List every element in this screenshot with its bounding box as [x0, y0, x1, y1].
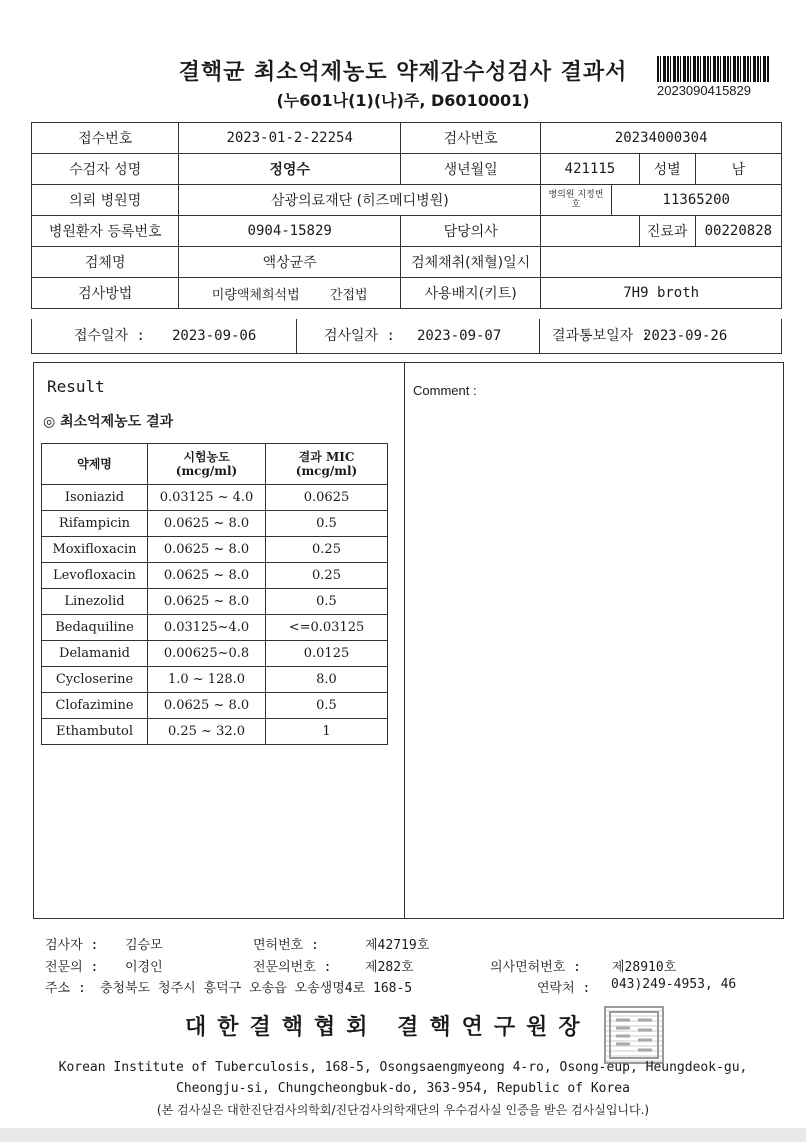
- hospital-name: 삼광의료재단 (히즈메디병원): [179, 185, 541, 216]
- mic-value: 0.25: [266, 563, 388, 589]
- method: [179, 278, 401, 309]
- reg-no-label: 병원환자 등록번호: [32, 216, 179, 247]
- result-heading: Result: [47, 377, 105, 396]
- hospital-code-label: 병의원 지정번호: [541, 185, 611, 216]
- hospital-label: 의뢰 병원명: [32, 185, 179, 216]
- col-drug: 약제명: [42, 444, 148, 485]
- report-date-label: 결과통보일자 :: [552, 328, 651, 344]
- table-row: [42, 537, 388, 563]
- dept: 00220828: [695, 216, 781, 247]
- test-range: 0.03125~4.0: [148, 615, 266, 641]
- doctor: [541, 216, 639, 247]
- table-row: [42, 615, 388, 641]
- table-row: [42, 641, 388, 667]
- specialist-label: 전문의 :: [45, 960, 99, 975]
- test-date-label: 검사일자 :: [324, 328, 395, 344]
- page-bottom-edge: [0, 1128, 806, 1142]
- address-label: 주소 :: [45, 981, 86, 996]
- test-no: 20234000304: [541, 123, 782, 154]
- test-range: 0.00625~0.8: [148, 641, 266, 667]
- table-row: [42, 693, 388, 719]
- report-date: 2023-09-26: [643, 328, 728, 344]
- document-title: 결핵균 최소억제농도 약제감수성검사 결과서: [178, 60, 628, 85]
- mic-value: 0.5: [266, 511, 388, 537]
- mic-value: 0.25: [266, 537, 388, 563]
- table-row: [42, 719, 388, 745]
- tester-label: 검사자 :: [45, 938, 99, 953]
- table-row: [32, 247, 782, 278]
- reg-no: 0904-15829: [179, 216, 401, 247]
- dob-label: 생년월일: [400, 154, 540, 185]
- patient-info-table: [31, 122, 782, 309]
- test-range: 0.0625 ~ 8.0: [148, 589, 266, 615]
- drug-name: Levofloxacin: [42, 563, 148, 589]
- drug-name: Ethambutol: [42, 719, 148, 745]
- mic-value: 0.5: [266, 589, 388, 615]
- dates-row: [31, 319, 782, 354]
- table-row: [42, 563, 388, 589]
- media-label: 사용배지(키트): [400, 278, 540, 309]
- mic-results-table: [41, 443, 388, 745]
- drug-name: Rifampicin: [42, 511, 148, 537]
- barcode-number: 2023090415829: [657, 83, 751, 98]
- mic-value: 0.5: [266, 693, 388, 719]
- drug-name: Cycloserine: [42, 667, 148, 693]
- mic-value: 1: [266, 719, 388, 745]
- receipt-date-label: 접수일자 :: [74, 328, 145, 344]
- test-no-label: 검사번호: [400, 123, 540, 154]
- drug-name: Clofazimine: [42, 693, 148, 719]
- license-no: 제42719호: [365, 938, 430, 953]
- mic-value: 0.0625: [266, 485, 388, 511]
- contact-label: 연락처 :: [537, 981, 591, 996]
- test-range: 0.25 ~ 32.0: [148, 719, 266, 745]
- drug-name: Linezolid: [42, 589, 148, 615]
- table-row: [42, 485, 388, 511]
- table-row: [42, 511, 388, 537]
- english-address-line-1: Korean Institute of Tuberculosis, 168-5, Osongsaengmyeong 4-ro, Osong-eup, Heungdeok-gu,: [58, 1060, 748, 1075]
- specialist-no: 제282호: [365, 960, 414, 975]
- test-date: 2023-09-07: [417, 328, 502, 344]
- result-subheading: ◎ 최소억제농도 결과: [43, 414, 174, 430]
- official-seal-image: [604, 1006, 664, 1064]
- sex: 남: [695, 154, 781, 185]
- test-range: 1.0 ~ 128.0: [148, 667, 266, 693]
- license-label: 면허번호 :: [253, 938, 319, 953]
- collect-label: 검체채취(채혈)일시: [400, 247, 540, 278]
- col-mic: 결과 MIC (mcg/ml): [266, 444, 388, 485]
- english-address-line-2: Cheongju-si, Chungcheongbuk-do, 363-954, Republic of Korea: [176, 1081, 630, 1096]
- col-range: 시험농도 (mcg/ml): [148, 444, 266, 485]
- tester-name: 김승모: [125, 938, 163, 953]
- sex-label: 성별: [639, 154, 695, 185]
- doctor-label: 담당의사: [400, 216, 540, 247]
- collect: [541, 247, 782, 278]
- doctor-license-label: 의사면허번호 :: [490, 960, 582, 975]
- mic-value: 8.0: [266, 667, 388, 693]
- dept-label: 진료과: [639, 216, 695, 247]
- comment-label: Comment :: [413, 383, 477, 398]
- drug-name: Isoniazid: [42, 485, 148, 511]
- table-row: [42, 589, 388, 615]
- test-range: 0.0625 ~ 8.0: [148, 563, 266, 589]
- contact: 043)249-4953, 46: [611, 977, 737, 992]
- receipt-no-label: 접수번호: [32, 123, 179, 154]
- table-row: [32, 278, 782, 309]
- mic-value: <=0.03125: [266, 615, 388, 641]
- drug-name: Delamanid: [42, 641, 148, 667]
- receipt-date: 2023-09-06: [172, 328, 257, 344]
- dob: 421115: [541, 154, 639, 185]
- table-row: [32, 123, 782, 154]
- table-row: [32, 154, 782, 185]
- media: 7H9 broth: [541, 278, 782, 309]
- specialist-name: 이경인: [125, 960, 163, 975]
- table-row: [32, 185, 782, 216]
- drug-name: Bedaquiline: [42, 615, 148, 641]
- specialist-no-label: 전문의번호 :: [253, 960, 332, 975]
- barcode-image: [657, 56, 769, 82]
- test-range: 0.0625 ~ 8.0: [148, 537, 266, 563]
- address: 충청북도 청주시 흥덕구 오송읍 오송생명4로 168-5: [100, 981, 413, 996]
- test-range: 0.03125 ~ 4.0: [148, 485, 266, 511]
- table-row: [42, 667, 388, 693]
- test-range: 0.0625 ~ 8.0: [148, 693, 266, 719]
- method-label: 검사방법: [32, 278, 179, 309]
- drug-name: Moxifloxacin: [42, 537, 148, 563]
- method-primary: 미량액체희석법: [211, 287, 300, 303]
- receipt-no: 2023-01-2-22254: [179, 123, 401, 154]
- method-secondary: 간접법: [329, 287, 368, 303]
- doctor-license-no: 제28910호: [612, 960, 677, 975]
- organization-name: 대한결핵협회 결핵연구원장: [185, 1015, 591, 1040]
- test-range: 0.0625 ~ 8.0: [148, 511, 266, 537]
- hospital-code: 11365200: [611, 185, 782, 216]
- result-divider: [404, 362, 405, 918]
- specimen: 액상균주: [179, 247, 401, 278]
- patient-name-label: 수검자 성명: [32, 154, 179, 185]
- table-header-row: [42, 444, 388, 485]
- table-row: [32, 216, 782, 247]
- seal-icon: [606, 1008, 662, 1062]
- specimen-label: 검체명: [32, 247, 179, 278]
- patient-name: 정영수: [179, 154, 401, 185]
- certification-note: (본 검사실은 대한진단검사의학회/진단검사의학재단의 우수검사실 인증을 받은 검사실입니다.): [156, 1103, 650, 1117]
- mic-value: 0.0125: [266, 641, 388, 667]
- document-code: (누601나(1)(나)주, D6010001): [276, 91, 530, 110]
